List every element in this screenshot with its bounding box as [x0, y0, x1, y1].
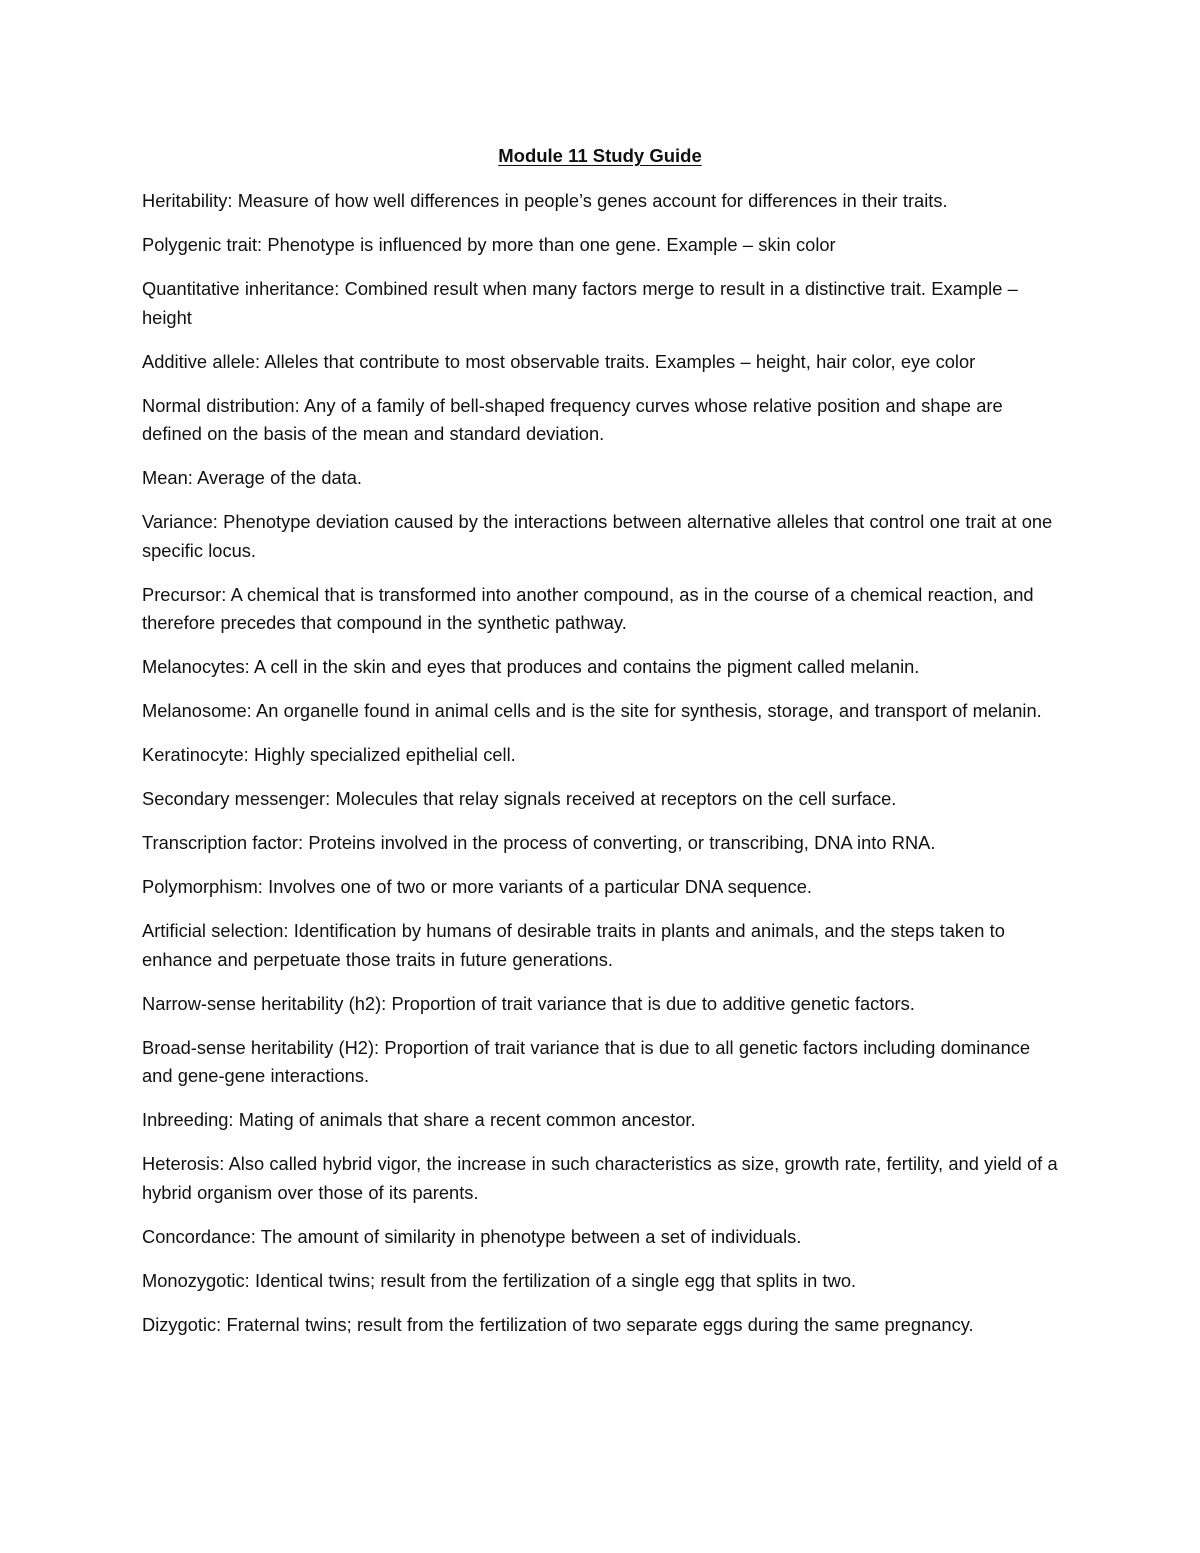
- glossary-definition: Phenotype is influenced by more than one gene. Example – skin color: [262, 234, 836, 255]
- glossary-term: Precursor:: [142, 583, 227, 605]
- glossary-entry: [142, 1034, 1062, 1091]
- glossary-term: Dizygotic:: [142, 1313, 222, 1335]
- glossary-term: Monozygotic:: [142, 1269, 250, 1291]
- glossary-definition: The amount of similarity in phenotype between a set of individuals.: [255, 1225, 802, 1247]
- glossary-term: Concordance:: [142, 1225, 256, 1247]
- glossary-definition: A chemical that is transformed into another compound, as in the course of a chemical reaction, and therefore precedes that compound in the synthetic pathway.: [142, 583, 1034, 633]
- glossary-definition: Fraternal twins; result from the fertilization of two separate eggs during the same pregnancy.: [221, 1313, 974, 1335]
- glossary-entry: [142, 873, 1062, 902]
- glossary-definition: Involves one of two or more variants of a particular DNA sequence.: [262, 876, 812, 897]
- glossary-term: Mean:: [142, 467, 193, 488]
- glossary-entry: [142, 1311, 1062, 1340]
- glossary-term: Melanocytes:: [142, 656, 250, 677]
- glossary-entry: [142, 741, 1062, 770]
- glossary-entry: [142, 464, 1062, 493]
- glossary-definition: Molecules that relay signals received at receptors on the cell surface.: [330, 788, 897, 809]
- glossary-term: Heterosis:: [142, 1153, 225, 1174]
- glossary-definition: Alleles that contribute to most observable traits. Examples – height, hair color, eye color: [260, 350, 976, 372]
- glossary-entry: [142, 697, 1062, 726]
- glossary-entry: [142, 348, 1062, 377]
- glossary-entry: [142, 990, 1062, 1019]
- glossary-definition: Average of the data.: [192, 467, 362, 488]
- glossary-term: Keratinocyte:: [142, 744, 249, 765]
- glossary-definition: Mating of animals that share a recent common ancestor.: [233, 1109, 696, 1130]
- glossary-term: Secondary messenger:: [142, 788, 331, 809]
- glossary-term: Narrow-sense heritability (h2):: [142, 992, 387, 1014]
- glossary-definition: Identical twins; result from the fertilization of a single egg that splits in two.: [249, 1269, 857, 1291]
- glossary-entry: [142, 581, 1062, 638]
- glossary-term: Inbreeding:: [142, 1109, 234, 1130]
- glossary-entry: [142, 1267, 1062, 1296]
- glossary-definition: Proportion of trait variance that is due to all genetic factors including dominance and gene-gene interactions.: [142, 1036, 1031, 1086]
- glossary-term: Artificial selection:: [142, 920, 289, 941]
- glossary-definition: Identification by humans of desirable traits in plants and animals, and the steps taken to enhance and perpetuate those traits in future generations.: [142, 920, 1005, 970]
- glossary-term: Heritability:: [142, 190, 233, 211]
- page-title-text: Module 11 Study Guide: [498, 145, 702, 166]
- glossary-definition: Measure of how well differences in people’s genes account for differences in their traits.: [232, 190, 948, 211]
- glossary-definition: An organelle found in animal cells and is the site for synthesis, storage, and transport of melanin.: [251, 700, 1042, 721]
- glossary-term: Normal distribution:: [142, 394, 300, 416]
- glossary-term: Polygenic trait:: [142, 234, 263, 255]
- glossary-definition: Any of a family of bell-shaped frequency curves whose relative position and shape are defined on the basis of the mean and standard deviation.: [142, 394, 1003, 444]
- glossary-entry: [142, 917, 1062, 974]
- glossary-term: Broad-sense heritability (H2):: [142, 1036, 380, 1058]
- glossary-entry: [142, 785, 1062, 814]
- glossary-term: Quantitative inheritance:: [142, 278, 340, 299]
- glossary-definition: Also called hybrid vigor, the increase in such characteristics as size, growth rate, fertility, and yield of a hybrid organism over those of its parents.: [142, 1153, 1058, 1203]
- glossary-definition: Phenotype deviation caused by the interactions between alternative alleles that control one trait at one specific locus.: [142, 511, 1053, 561]
- glossary-definition: A cell in the skin and eyes that produces and contains the pigment called melanin.: [249, 656, 920, 677]
- glossary-definition: Proportion of trait variance that is due to additive genetic factors.: [386, 992, 915, 1014]
- glossary-term: Polymorphism:: [142, 876, 263, 897]
- glossary-term: Additive allele:: [142, 350, 261, 372]
- glossary-entry: [142, 1223, 1062, 1252]
- glossary-entry: [142, 392, 1062, 449]
- glossary-entry: [142, 275, 1062, 332]
- glossary-list: [142, 187, 1062, 1355]
- glossary-entry: [142, 1106, 1062, 1135]
- glossary-entry: [142, 231, 1062, 260]
- glossary-term: Melanosome:: [142, 700, 252, 721]
- glossary-entry: [142, 653, 1062, 682]
- glossary-term: Variance:: [142, 511, 218, 532]
- glossary-definition: Combined result when many factors merge to result in a distinctive trait. Example – height: [142, 278, 1018, 328]
- page-title: [0, 144, 1200, 168]
- glossary-entry: [142, 187, 1062, 216]
- glossary-entry: [142, 1150, 1062, 1207]
- glossary-definition: Proteins involved in the process of converting, or transcribing, DNA into RNA.: [303, 832, 936, 853]
- glossary-definition: Highly specialized epithelial cell.: [248, 744, 516, 765]
- glossary-term: Transcription factor:: [142, 832, 304, 853]
- glossary-entry: [142, 829, 1062, 858]
- glossary-entry: [142, 508, 1062, 565]
